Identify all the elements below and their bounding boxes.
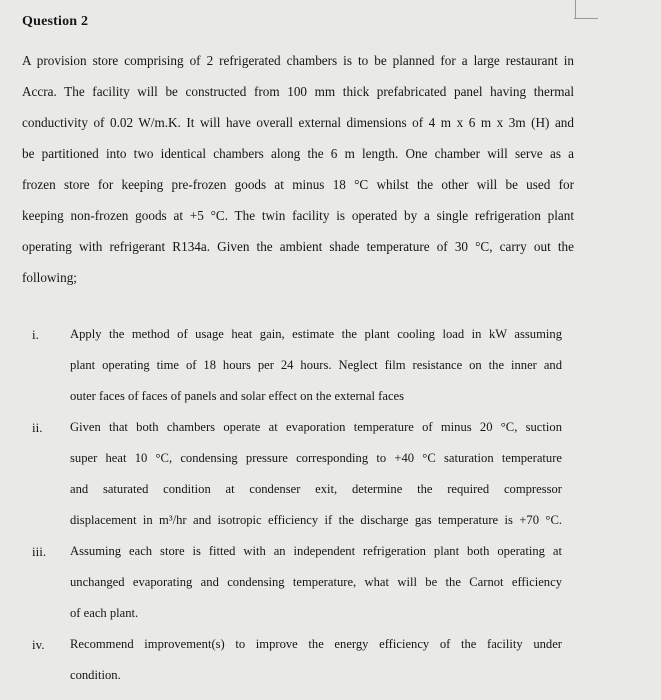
part-numeral: ii. [32,420,43,435]
part-i [22,319,574,412]
part-line: unchanged evaporating and condensing temperature, what will be the Carnot efficiency [70,575,562,589]
part-ii [22,412,574,536]
part-line: plant operating time of 18 hours per 24 hours. Neglect film resistance on the inner and [70,358,562,372]
part-numeral: iii. [32,544,47,559]
part-line: and saturated condition at condenser exit, determine the required compressor [70,482,562,496]
part-line: outer faces of faces of panels and solar effect on the external faces [70,389,405,403]
intro-line: operating with refrigerant R134a. Given the ambient shade temperature of 30 °C, carry out the [22,239,574,254]
intro-line: A provision store comprising of 2 refrigerated chambers is to be planned for a large restaurant in [22,53,574,68]
intro-line: keeping non-frozen goods at +5 °C. The twin facility is operated by a single refrigeration plant [22,208,574,223]
intro-line: frozen store for keeping pre-frozen goods at minus 18 °C whilst the other will be used for [22,177,574,192]
part-numeral: i. [32,327,39,342]
part-iii [22,536,574,629]
crop-mark [574,18,598,19]
intro-line: be partitioned into two identical chambers along the 6 m length. One chamber will serve as a [22,146,574,161]
part-line: condition. [70,668,121,682]
part-line: Apply the method of usage heat gain, estimate the plant cooling load in kW assuming [70,327,562,341]
part-line: displacement in m³/hr and isotropic efficiency if the discharge gas temperature is +70 °C. [70,513,562,527]
part-iv [22,629,574,691]
question-title: Question 2 [22,14,89,29]
crop-mark [575,0,576,19]
question-intro [22,45,574,293]
part-line: super heat 10 °C, condensing pressure corresponding to +40 °C saturation temperature [70,451,562,465]
question-parts [22,319,574,691]
intro-line: following; [22,270,77,285]
part-line: of each plant. [70,606,139,620]
part-numeral: iv. [32,637,45,652]
part-line: Assuming each store is fitted with an independent refrigeration plant both operating at [70,544,562,558]
intro-line: conductivity of 0.02 W/m.K. It will have overall external dimensions of 4 m x 6 m x 3m (H) and [22,115,574,130]
intro-line: Accra. The facility will be constructed from 100 mm thick prefabricated panel having thermal [22,84,574,99]
part-line: Given that both chambers operate at evaporation temperature of minus 20 °C, suction [70,420,562,434]
part-line: Recommend improvement(s) to improve the energy efficiency of the facility under [70,637,562,651]
